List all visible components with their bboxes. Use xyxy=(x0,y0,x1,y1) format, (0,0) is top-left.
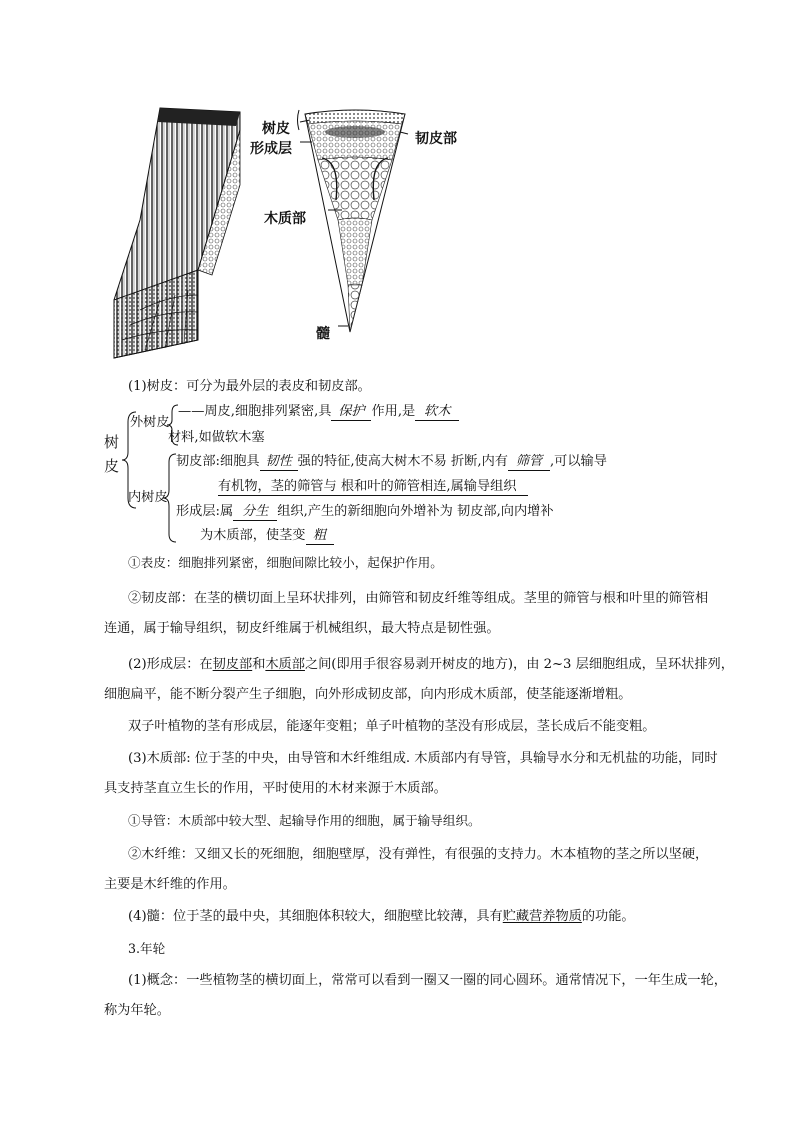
wood-block-illustration xyxy=(114,108,240,358)
figure-label-xylem: 木质部 xyxy=(264,211,306,227)
para-vessel: ①导管：木质部中较大型、起输导作用的细胞，属于输导组织。 xyxy=(128,813,481,828)
para-dicot-monocot: 双子叶植物的茎有形成层，能逐年变粗；单子叶植物的茎没有形成层，茎长成后不能变粗。 xyxy=(128,719,656,734)
para-epidermis: ①表皮：细胞排列紧密，细胞间隙比较小，起保护作用。 xyxy=(128,555,443,570)
para-phloem-2: 连通，属于输导组织，韧皮纤维属于机械组织，最大特点是韧性强。 xyxy=(104,621,500,636)
blank-toughness: 韧性 xyxy=(260,454,298,471)
bark-heading: (1)树皮：可分为最外层的表皮和韧皮部。 xyxy=(128,379,371,394)
para-annual-rings-2: 称为年轮。 xyxy=(104,1003,170,1018)
para-annual-rings-1: (1)概念：一些植物茎的横切面上，常常可以看到一圈又一圈的同心圆环。通常情况下，一年生成一轮， xyxy=(128,973,727,988)
para-cambium-2: 细胞扁平，能不断分裂产生子细胞，向外形成韧皮部，向内形成木质部，使茎能逐渐增粗。 xyxy=(104,687,632,702)
figure-label-bark: 树皮 xyxy=(262,121,290,137)
outer-line-1: ——周皮,细胞排列紧密,具 保护 作用,是 软木 xyxy=(178,402,459,422)
para-xylem-2: 具支持茎直立生长的作用，平时使用的木材来源于木质部。 xyxy=(104,781,447,796)
blank-cork: 软木 xyxy=(415,404,459,421)
blank-protect: 保护 xyxy=(331,404,371,421)
figure-label-cambium: 形成层 xyxy=(250,141,292,157)
outer-line-2: 材料,如做软木塞 xyxy=(168,430,265,445)
inner-line-2: 有机物，茎的筛管与 根和叶的筛管相连,属输导组织 xyxy=(218,479,517,494)
para-xylem-1: (3)木质部: 位于茎的中央，由导管和木纤维组成. 木质部内有导管，具输导水分和无机盐的功能，同时 xyxy=(128,751,718,766)
stem-cross-section-wedge xyxy=(298,110,409,332)
section-heading-annual-rings: 3.年轮 xyxy=(128,941,166,956)
figure-label-phloem: 韧皮部 xyxy=(415,131,457,147)
figure-label-pith: 髓 xyxy=(316,326,330,342)
inner-line-1: 韧皮部:细胞具 韧性 强的特征,使高大树木不易 折断,内有 筛管 ,可以输导 xyxy=(176,454,607,469)
para-wood-fiber-2: 主要是木纤维的作用。 xyxy=(104,877,236,892)
para-cambium-1: (2)形成层：在韧皮部和木质部之间(即用手很容易剥开树皮的地方)，由 2~3 层细胞组成，呈环状排列， xyxy=(128,657,734,672)
blank-meristem: 分生 xyxy=(233,504,277,521)
blank-thick: 粗 xyxy=(306,528,334,545)
blank-sieve-tube: 筛管 xyxy=(508,454,550,471)
inner-line-3: 形成层:属 分生 组织,产生的新细胞向外增补为 韧皮部,向内增补 xyxy=(176,504,554,519)
diagram-inner-bark: 内树皮 xyxy=(128,490,168,505)
para-wood-fiber-1: ②木纤维：又细又长的死细胞，细胞壁厚，没有弹性，有很强的支持力。木本植物的茎之所以坚硬， xyxy=(128,847,709,862)
inner-line-2-underline xyxy=(218,495,528,496)
para-phloem-1: ②韧皮部：在茎的横切面上呈环状排列，由筛管和韧皮纤维等组成。茎里的筛管与根和叶里的筛管相 xyxy=(128,591,709,606)
diagram-outer-bark: 外树皮 xyxy=(130,415,170,430)
diagram-root-bark: 树皮 xyxy=(104,433,120,475)
para-pith: (4)髓：位于茎的最中央，其细胞体积较大，细胞壁比较薄，具有贮藏营养物质的功能。 xyxy=(128,909,635,924)
inner-line-4: 为木质部，使茎变 粗 xyxy=(200,526,334,546)
